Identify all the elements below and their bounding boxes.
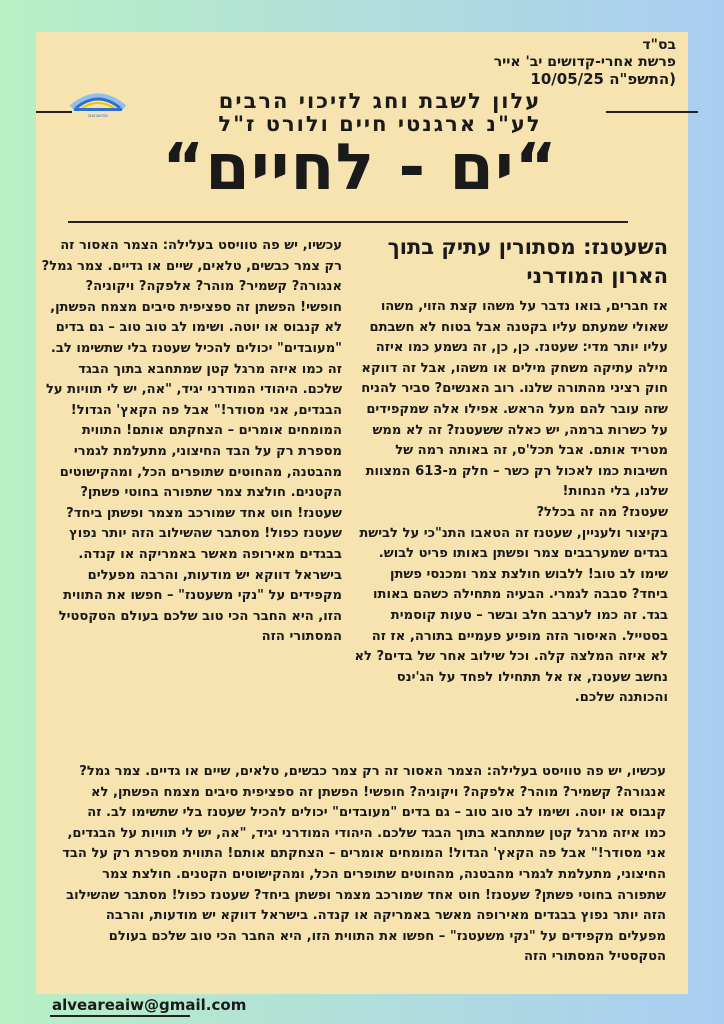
divider-left <box>36 111 72 113</box>
date-label: (התשפ"ה 10/05/25 <box>530 70 676 88</box>
footer-divider <box>50 1015 190 1017</box>
divider-right <box>606 111 698 113</box>
article-paragraph: עכשיו, יש פה טוויסט בעלילה: הצמר האסור זה רק צמר כבשים, טלאים, שיים או גדיים. צמר גמל? אנגורה? קשמיר? מוהר? אלפקה? ויקוניה? חופשי! הפשתן זה ספציפית סיבים מצמח הפשתן, לא קנבוס או יוטה. ושימו לב טוב טוב – גם בדים "מעובדים" יכולים להכיל שעטנז בלי שתשימו לב. זה כמו איזה מרגל קטן שמתחבא בתוך הבגד שלכם. היהודי המודרני יגיד, "אה, יש לי תוויות על הבגדים, אני מסודר!" אבל פה הקאץ' הגדול! המומחים אומרים – הצחקתם אותם! התווית מספרת רק על הבד החיצוני, מתעלמת לגמרי מהבטנה, מהחוטים שתופרים הכל, ומהקישוטים הקטנים. חולצת צמר שתפורה בחוטי פשתן? שעטנז! חוט אחד שמורכב מצמר ופשתן ביחד? שעטנז כפול! מסתבר שהשילוב הזה יותר נפוץ בבגדים מאירופה מאשר באמריקה או קנדה. בישראל דווקא יש מודעות, והרבה מפעלים מקפידים על "נקי משעטנז" – חפשו את התווית הזו, היא החבר הכי טוב שלכם בעולם הטקסטיל המסתורי הזה <box>41 238 342 645</box>
bsd-label: בס"ד <box>642 37 676 53</box>
article-heading: השעטנז: מסתורין עתיק בתוך הארון המודרני <box>387 235 668 288</box>
parasha-label: פרשת אחרי-קדושים יב' אייר <box>493 54 676 70</box>
logo-text: בסשבשם <box>88 113 108 118</box>
article-bottom-section <box>62 762 666 968</box>
article-paragraph: בקיצור ולעניין, שעטנז זה הטאבו התנ"כי על לבישת בגדים שמערבבים צמר ופשתן באותו פריט לבוש. שימו לב טוב! ללבוש חולצת צמר ומכנסי פשתן ביחד? סבבה לגמרי. הבעיה מתחילה כשהם באותו בגד. זה כמו לערבב חלב ובשר – טעות קוסמית בסטייל. האיסור הזה מופיע פעמיים בתורה, אז זה לא איזה המלצה קלה. וכל שילוב אחר של בדים? לא נחשב שעטנז, אז אל תתחילו לפחד על הג'ינס והכותנה שלכם. <box>354 525 668 706</box>
page-title: “ים - לחיים“ <box>162 131 558 205</box>
subtitle-line-1: עלון לשבת וחג לזיכוי הרבים <box>218 89 542 113</box>
wave-bridge-logo <box>68 86 128 118</box>
article-paragraph: אז חברים, בואו נדבר על משהו קצת הזוי, משהו שאולי שמעתם עליו בקטנה אבל בטוח לא חשבתם עליו יותר מדי: שעטנז. כן, כן, זה נשמע כמו איזה מילה עתיקה משחק מילים או משהו, אבל זה דווקא חוק רציני מהתורה שלנו. רוב האנשים? סביר להניח שזה עובר להם מעל הראש. אפילו אלה שמקפידים על כשרות ברמה, יש כאלה ששעטנז? זה לא ממש מטריד אותם. אבל תכל'ס, זה באותה רמה של חשיבות כמו לאכול רק כשר – חלק מ-613 המצוות שלנו, בלי הנחות! <box>361 299 668 500</box>
contact-email[interactable]: alveareaiw@gmail.com <box>52 996 247 1014</box>
header-info <box>494 37 676 88</box>
article-right-column <box>350 233 668 709</box>
title-divider <box>68 221 628 223</box>
article-subheading: שעטנז? מה זה בכלל? <box>536 504 668 520</box>
subtitle-line-2: לע"נ ארגנטי חיים ולורט ז"ל <box>218 112 542 136</box>
article-paragraph: עכשיו, יש פה טוויסט בעלילה: הצמר האסור זה רק צמר כבשים, טלאים, שיים או גדיים. צמר גמל? אנגורה? קשמיר? מוהר? אלפקה? ויקוניה? חופשי! הפשתן זה ספציפית סיבים מצמח הפשתן, לא קנבוס או יוטה. ושימו לב טוב טוב – גם בדים "מעובדים" יכולים להכיל שעטנז בלי שתשימו לב. זה כמו איזה מרגל קטן שמתחבא בתוך הבגד שלכם. היהודי המודרני יגיד, "אה, יש לי תוויות על הבגדים, אני מסודר!" אבל פה הקאץ' הגדול! המומחים אומרים – הצחקתם אותם! התווית מספרת רק על הבד החיצוני, מתעלמת לגמרי מהבטנה, מהחוטים שתופרים הכל, ומהקישוטים הקטנים. חולצת צמר שתפורה בחוטי פשתן? שעטנז! חוט אחד שמורכב מצמר ופשתן ביחד? שעטנז כפול! מסתבר שהשילוב הזה יותר נפוץ בבגדים מאירופה מאשר באמריקה או קנדה. בישראל דווקא יש מודעות, והרבה מפעלים מקפידים על "נקי משעטנז" – חפשו את התווית הזו, היא החבר הכי טוב שלכם בעולם הטקסטיל המסתורי הזה <box>62 764 666 965</box>
article-left-column <box>40 236 342 648</box>
